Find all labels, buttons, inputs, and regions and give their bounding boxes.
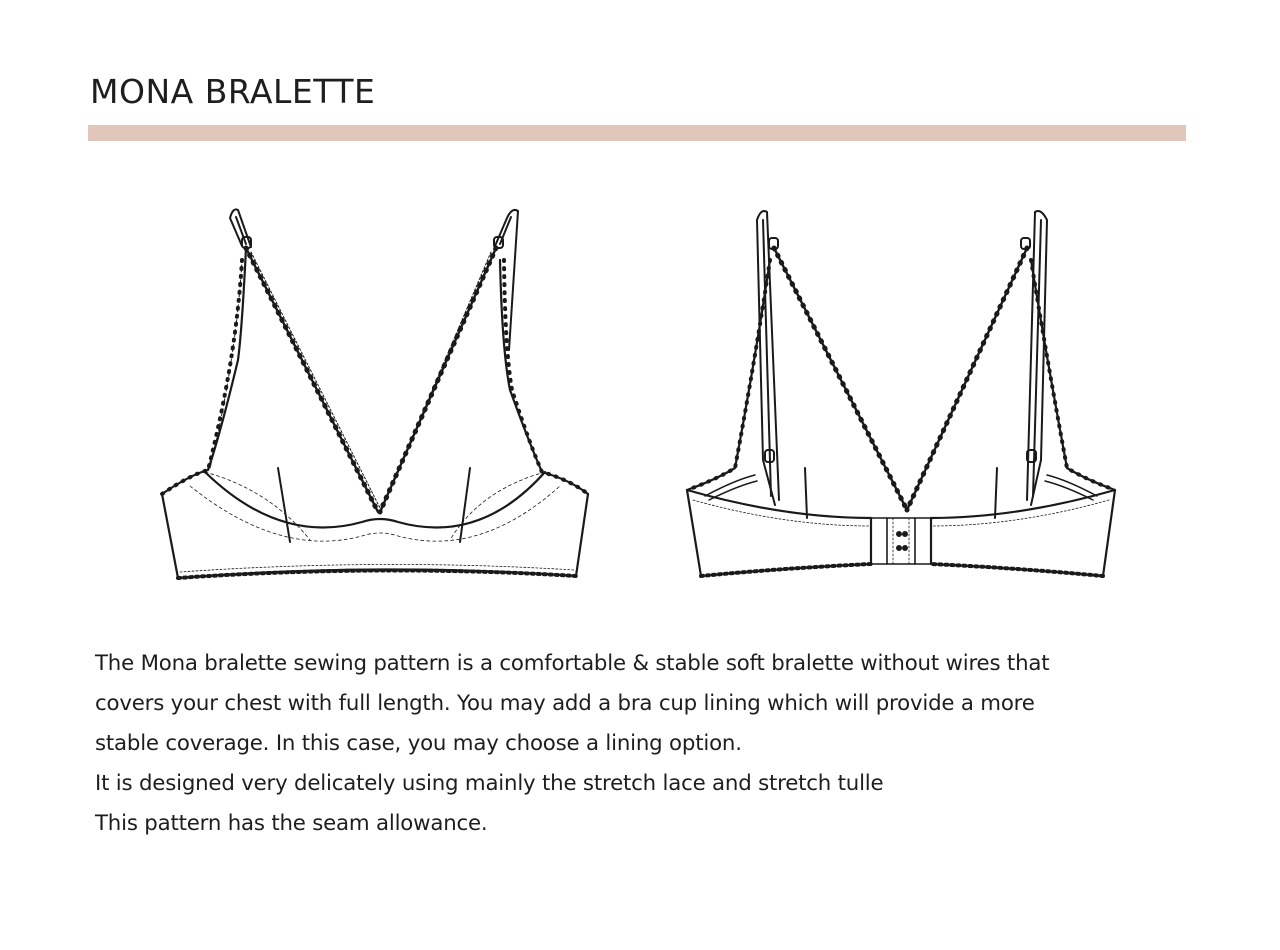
back-right-cup <box>907 248 1115 518</box>
description-line: The Mona bralette sewing pattern is a comfortable & stable soft bralette without wires that <box>95 651 1050 676</box>
front-band <box>162 472 588 578</box>
description-line: stable coverage. In this case, you may choose a lining option. <box>95 731 742 756</box>
page-title: MONA BRALETTE <box>90 72 376 111</box>
front-left-cup <box>162 248 380 542</box>
back-left-cup <box>687 248 907 518</box>
bralette-front-illustration <box>150 200 600 590</box>
hook-and-eye-closure <box>871 518 931 564</box>
front-left-strap <box>230 209 251 248</box>
description-line: It is designed very delicately using mainly the stretch lace and stretch tulle <box>95 771 884 796</box>
description-line: covers your chest with full length. You may add a bra cup lining which will provide a more <box>95 691 1035 716</box>
front-right-strap <box>494 210 518 350</box>
title-divider-bar <box>88 125 1186 141</box>
pattern-description <box>95 644 1205 844</box>
front-right-cup <box>380 248 588 542</box>
description-line: This pattern has the seam allowance. <box>95 811 488 836</box>
bralette-back-illustration <box>675 200 1127 590</box>
